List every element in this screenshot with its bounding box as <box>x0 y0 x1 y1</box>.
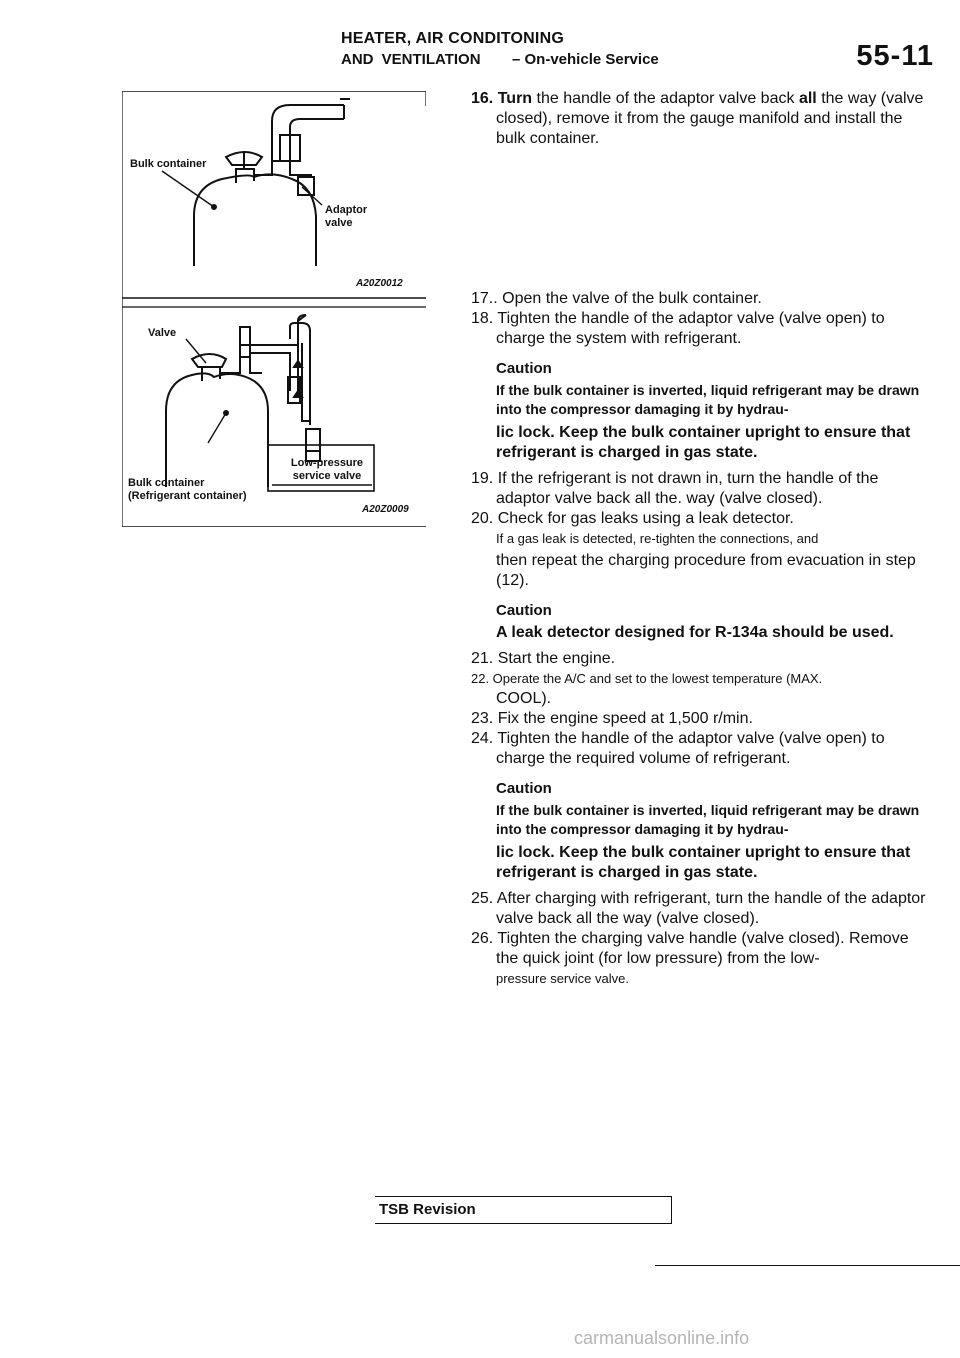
step-18: 18. Tighten the handle of the adaptor valve (valve open) to charge the system with refrigerant. <box>471 310 885 347</box>
figure-code-bottom: A20Z0009 <box>362 504 409 515</box>
figure-code-top: A20Z0012 <box>356 278 403 289</box>
step-19: 19. If the refrigerant is not drawn in, turn the handle of the adaptor valve back all the. way (valve closed). <box>471 470 879 507</box>
tsb-revision-label: TSB Revision <box>379 1201 476 1218</box>
label-bulk-container-bottom: Bulk container <box>128 477 205 489</box>
figure-illustrations <box>122 91 426 527</box>
caution-text-small: If the bulk container is inverted, liquid refrigerant may be drawn into the compressor damaging it by hydrau- <box>496 382 920 417</box>
step-22-cont: COOL). <box>496 690 552 707</box>
header-subtitle: – On-vehicle Service <box>512 51 659 68</box>
caution-heading: Caution <box>496 360 552 377</box>
caution-2 <box>496 601 931 643</box>
step-26: 26. Tighten the charging valve handle (valve closed). Remove the quick joint (for low pressure) from the low- <box>471 930 909 967</box>
caution-text-small: If the bulk container is inverted, liquid refrigerant may be drawn into the compressor damaging it by hydrau- <box>496 802 920 837</box>
caution-heading: Caution <box>496 780 552 797</box>
step-23: 23. Fix the engine speed at 1,500 r/min. <box>471 710 753 727</box>
step-17: 17.. Open the valve of the bulk container. <box>471 290 762 307</box>
label-low-pressure-line2: service valve <box>292 470 362 482</box>
step-20-note-small: If a gas leak is detected, re-tighten the connections, and <box>496 531 819 546</box>
label-adaptor-valve-line1: Adaptor <box>325 204 368 216</box>
watermark: carmanualsonline.info <box>574 1328 750 1348</box>
step-21: 21. Start the engine. <box>471 650 616 667</box>
step-22: 22. Operate the A/C and set to the lowest temperature (MAX. <box>471 671 823 686</box>
header-title-line2: AND VENTILATION <box>341 51 481 68</box>
tsb-revision-box <box>375 1196 672 1224</box>
step-25: 25. After charging with refrigerant, turn the handle of the adaptor valve back all the way (valve closed). <box>471 890 926 927</box>
step-24: 24. Tighten the handle of the adaptor valve (valve open) to charge the required volume of refrigerant. <box>471 730 885 767</box>
step-20-note: then repeat the charging procedure from evacuation in step (12). <box>496 552 916 589</box>
footer-rule <box>655 1265 960 1266</box>
label-valve: Valve <box>148 327 177 339</box>
label-adaptor-valve-line2: valve <box>325 217 353 229</box>
procedure-text <box>471 89 931 989</box>
label-bulk-container-top: Bulk container <box>130 158 207 170</box>
step-16: 16. Turn the handle of the adaptor valve back all the way (valve closed), remove it from the gauge manifold and install the bulk container. <box>471 90 924 147</box>
page-number: 55-11 <box>856 40 934 72</box>
step-26-tail: pressure service valve. <box>496 971 629 986</box>
header-title-line1: HEATER, AIR CONDITONING <box>341 30 564 47</box>
bulk-container-illustration-top <box>162 99 350 266</box>
caution-3 <box>496 779 931 883</box>
figure-column <box>122 91 426 527</box>
caution-heading: Caution <box>496 602 552 619</box>
caution-text-large: lic lock. Keep the bulk container upright to ensure that refrigerant is charged in gas state. <box>496 424 911 461</box>
step-20: 20. Check for gas leaks using a leak detector. <box>471 510 794 527</box>
caution-text-large: lic lock. Keep the bulk container upright to ensure that refrigerant is charged in gas state. <box>496 844 911 881</box>
caution-text: A leak detector designed for R-134a should be used. <box>496 624 894 641</box>
label-refrigerant-container: (Refrigerant container) <box>128 490 247 502</box>
label-low-pressure-line1: Low-pressure <box>290 457 364 469</box>
caution-1 <box>496 359 931 463</box>
